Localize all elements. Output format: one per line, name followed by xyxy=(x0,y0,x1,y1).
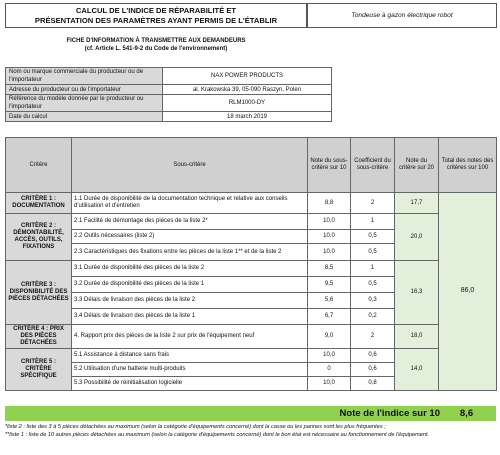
header-total: Total des notes des critères sur 100 xyxy=(439,138,497,193)
fiche-line-2: (cf. Article L. 541-9-2 du Code de l'environnement) xyxy=(84,45,228,52)
sub-criterion-note: 9,5 xyxy=(308,277,351,293)
sub-criterion-label: 2.2 Outils nécessaires (liste 2) xyxy=(72,230,308,244)
info-row xyxy=(6,112,332,122)
sub-criterion-coef: 0,6 xyxy=(351,349,395,363)
table-row xyxy=(6,261,497,277)
sub-criterion-note: 8,8 xyxy=(308,193,351,214)
header-sous-critere: Sous-critère xyxy=(72,138,308,193)
producer-info-table xyxy=(5,67,332,122)
total-score: 86,0 xyxy=(439,193,497,391)
fiche-line-1: FICHE D'INFORMATION À TRANSMETTRE AUX DEMANDEURS xyxy=(66,38,246,44)
repairability-table xyxy=(5,137,497,391)
sub-criterion-coef: 2 xyxy=(351,325,395,349)
info-label: Date du calcul xyxy=(6,112,163,122)
criterion-name: CRITÈRE 5 : CRITÈRE SPÉCIFIQUE xyxy=(6,349,72,391)
table-row xyxy=(6,349,497,363)
sub-criterion-label: 2.1 Facilité de démontage des pièces de la liste 2* xyxy=(72,214,308,230)
sub-criterion-note: 6,7 xyxy=(308,309,351,325)
table-row xyxy=(6,193,497,214)
criterion-name: CRITÈRE 3 : DISPONIBILITÉ DES PIÈCES DÉTACHÉES xyxy=(6,261,72,325)
sub-criterion-coef: 0,3 xyxy=(351,293,395,309)
sub-criterion-note: 9,0 xyxy=(308,325,351,349)
header-critere: Critère xyxy=(6,138,72,193)
index-score-label: Note de l'indice sur 10 xyxy=(339,408,440,419)
sub-criterion-label: 4. Rapport prix des pièces de la liste 2 sur prix de l'équipement neuf xyxy=(72,325,308,349)
criterion-score: 18,0 xyxy=(395,325,439,349)
sub-criterion-note: 8,5 xyxy=(308,261,351,277)
info-value: RLM1000-DY xyxy=(163,95,332,112)
info-label: Nom ou marque commerciale du producteur ou de l'importateur xyxy=(6,68,163,85)
criterion-score: 17,7 xyxy=(395,193,439,214)
table-header-row xyxy=(6,138,497,193)
sub-criterion-note: 10,0 xyxy=(308,214,351,230)
footnote-list-1: **liste 1 : liste de 10 autres pièces détachées au maximum (selon la catégorie d'équipements concerné) dont le bon état est nécessaire au fonctionnement de l'équipement. xyxy=(5,432,430,438)
sub-criterion-label: 2.3 Caractéristiques des fixations entre les pièces de la liste 1** et de la liste 2 xyxy=(72,244,308,261)
sub-criterion-note: 10,0 xyxy=(308,230,351,244)
info-value: 18 march 2019 xyxy=(163,112,332,122)
header-note-sous-critere: Note du sous-critère sur 10 xyxy=(308,138,351,193)
info-row xyxy=(6,68,332,85)
info-row xyxy=(6,95,332,112)
table-row xyxy=(6,214,497,230)
sub-criterion-note: 5,6 xyxy=(308,293,351,309)
index-score-value: 8,6 xyxy=(459,408,474,419)
sub-criterion-coef: 1 xyxy=(351,214,395,230)
criterion-name: CRITÈRE 2 : DÉMONTABILITÉ, ACCÈS, OUTILS, FIXATIONS xyxy=(6,214,72,261)
info-label: Adresse du producteur ou de l'importateur xyxy=(6,85,163,95)
sub-criterion-coef: 0,5 xyxy=(351,244,395,261)
sub-criterion-coef: 0,5 xyxy=(351,277,395,293)
sub-criterion-label: 3.3 Délais de livraison des pièces de la liste 2 xyxy=(72,293,308,309)
info-value: al. Krakowska 39, 05-090 Raszyn, Polen xyxy=(163,85,332,95)
info-value: NAX POWER PRODUCTS xyxy=(163,68,332,85)
sub-criterion-note: 10,0 xyxy=(308,244,351,261)
criterion-score: 20,0 xyxy=(395,214,439,261)
fiche-heading xyxy=(0,38,312,53)
sub-criterion-coef: 0,8 xyxy=(351,377,395,391)
sub-criterion-label: 1.1 Durée de disponibilité de la documentation technique et relative aux conseils d'utilisation et d'entretien xyxy=(72,193,308,214)
criterion-name: CRITÈRE 1 : DOCUMENTATION xyxy=(6,193,72,214)
table-row xyxy=(6,325,497,349)
sub-criterion-label: 5.2 Utilisation d'une batterie multi-produits xyxy=(72,363,308,377)
sub-criterion-coef: 1 xyxy=(351,261,395,277)
criterion-score: 16,3 xyxy=(395,261,439,325)
title-line-1: CALCUL DE L'INDICE DE RÉPARABILITÉ ET xyxy=(75,6,237,15)
criterion-score: 14,0 xyxy=(395,349,439,391)
title-line-2: PRÉSENTATION DES PARAMÈTRES AYANT PERMIS DE L'ÉTABLIR xyxy=(34,15,278,25)
header-coefficient: Coefficient du sous-critère xyxy=(351,138,395,193)
sub-criterion-coef: 0,2 xyxy=(351,309,395,325)
sub-criterion-note: 10,0 xyxy=(308,377,351,391)
footnote-list-2: *liste 2 : liste des 3 à 5 pièces détachées au maximum (selon la catégorie d'équipements concerné) dont la casse ou les pannes sont les plus fréquentes ; xyxy=(5,424,386,430)
sub-criterion-label: 5.3 Possibilité de réinitialisation logicielle xyxy=(72,377,308,391)
sub-criterion-note: 10,0 xyxy=(308,349,351,363)
sub-criterion-label: 3.2 Durée de disponibilité des pièces de la liste 1 xyxy=(72,277,308,293)
criterion-name: CRITÈRE 4 : PRIX DES PIÈCES DÉTACHÉES xyxy=(6,325,72,349)
sub-criterion-coef: 2 xyxy=(351,193,395,214)
sub-criterion-coef: 0,6 xyxy=(351,363,395,377)
header-note-critere: Note du critère sur 20 xyxy=(395,138,439,193)
sub-criterion-label: 3.1 Durée de disponibilité des pièces de la liste 2 xyxy=(72,261,308,277)
sub-criterion-coef: 0,5 xyxy=(351,230,395,244)
info-row xyxy=(6,85,332,95)
info-label: Référence du modèle donnée par le producteur ou l'importateur xyxy=(6,95,163,112)
sub-criterion-label: 5.1 Assistance à distance sans frais xyxy=(72,349,308,363)
document-title xyxy=(5,3,307,28)
sub-criterion-label: 3.4 Délais de livraison des pièces de la liste 1 xyxy=(72,309,308,325)
sub-criterion-note: 0 xyxy=(308,363,351,377)
product-type: Tondeuse à gazon électrique robot xyxy=(307,3,497,28)
